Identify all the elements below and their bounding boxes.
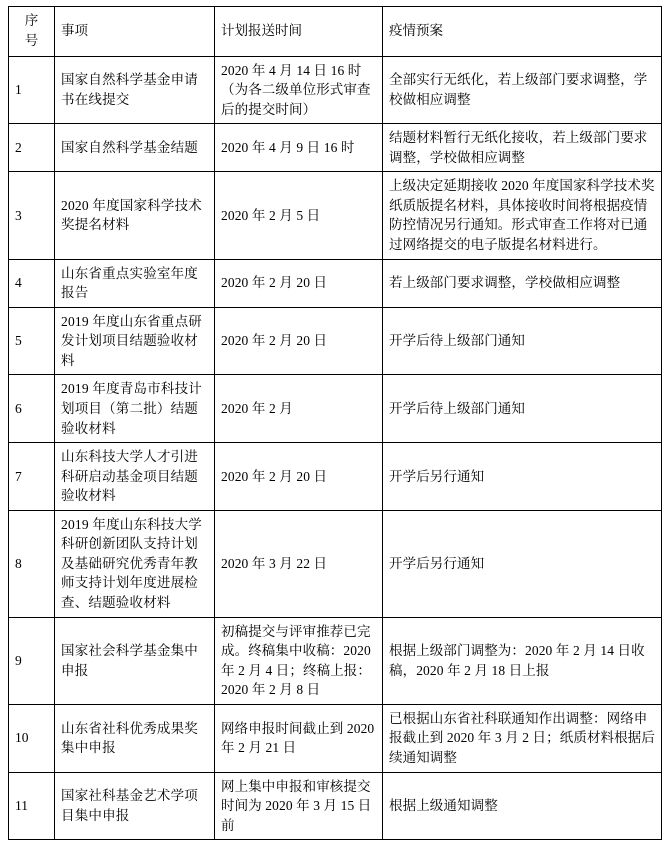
cell-plan: 开学后待上级部门通知 bbox=[383, 375, 662, 443]
cell-time: 初稿提交与评审推荐已完成。终稿集中收稿：2020 年 2 月 4 日；终稿上报：2020 年 2 月 8 日 bbox=[215, 617, 383, 704]
column-header-no-line2: 号 bbox=[24, 33, 39, 49]
cell-item: 国家自然科学基金结题 bbox=[55, 124, 215, 172]
cell-no: 8 bbox=[9, 510, 55, 617]
cell-item: 2019 年度青岛市科技计划项目（第二批）结题验收材料 bbox=[55, 375, 215, 443]
cell-item: 国家社科基金艺术学项目集中申报 bbox=[55, 772, 215, 840]
table-row bbox=[9, 704, 662, 772]
cell-plan: 开学后另行通知 bbox=[383, 443, 662, 511]
table-row bbox=[9, 124, 662, 172]
column-header-no bbox=[9, 7, 55, 57]
column-header-item: 事项 bbox=[55, 7, 215, 57]
cell-plan: 若上级部门要求调整，学校做相应调整 bbox=[383, 259, 662, 307]
cell-no: 6 bbox=[9, 375, 55, 443]
cell-no: 7 bbox=[9, 443, 55, 511]
table-row bbox=[9, 375, 662, 443]
cell-no: 4 bbox=[9, 259, 55, 307]
cell-plan: 已根据山东省社科联通知作出调整：网络申报截止到 2020 年 3 月 2 日；纸质材料根据后续通知调整 bbox=[383, 704, 662, 772]
table-row bbox=[9, 172, 662, 259]
table-row bbox=[9, 443, 662, 511]
cell-time: 网上集中申报和审核提交时间为 2020 年 3 月 15 日前 bbox=[215, 772, 383, 840]
cell-plan: 根据上级部门调整为：2020 年 2 月 14 日收稿，2020 年 2 月 18 日上报 bbox=[383, 617, 662, 704]
cell-time: 2020 年 3 月 22 日 bbox=[215, 510, 383, 617]
cell-time: 网络申报时间截止到 2020 年 2 月 21 日 bbox=[215, 704, 383, 772]
cell-time: 2020 年 2 月 5 日 bbox=[215, 172, 383, 259]
cell-plan: 结题材料暂行无纸化接收，若上级部门要求调整，学校做相应调整 bbox=[383, 124, 662, 172]
table-body bbox=[9, 56, 662, 840]
cell-time: 2020 年 4 月 9 日 16 时 bbox=[215, 124, 383, 172]
cell-item: 山东省重点实验室年度报告 bbox=[55, 259, 215, 307]
cell-no: 3 bbox=[9, 172, 55, 259]
table-row bbox=[9, 617, 662, 704]
cell-time: 2020 年 2 月 20 日 bbox=[215, 443, 383, 511]
table-row bbox=[9, 56, 662, 124]
cell-no: 11 bbox=[9, 772, 55, 840]
column-header-time: 计划报送时间 bbox=[215, 7, 383, 57]
cell-item: 山东省社科优秀成果奖集中申报 bbox=[55, 704, 215, 772]
table-row bbox=[9, 772, 662, 840]
schedule-table bbox=[8, 6, 662, 840]
cell-plan: 开学后另行通知 bbox=[383, 510, 662, 617]
table-header bbox=[9, 7, 662, 57]
cell-plan: 全部实行无纸化，若上级部门要求调整，学校做相应调整 bbox=[383, 56, 662, 124]
cell-no: 9 bbox=[9, 617, 55, 704]
cell-no: 5 bbox=[9, 307, 55, 375]
table-row bbox=[9, 259, 662, 307]
table-row bbox=[9, 307, 662, 375]
cell-no: 2 bbox=[9, 124, 55, 172]
cell-no: 10 bbox=[9, 704, 55, 772]
cell-item: 2020 年度国家科学技术奖提名材料 bbox=[55, 172, 215, 259]
cell-no: 1 bbox=[9, 56, 55, 124]
cell-time: 2020 年 4 月 14 日 16 时（为各二级单位形式审查后的提交时间） bbox=[215, 56, 383, 124]
cell-item: 国家社会科学基金集中申报 bbox=[55, 617, 215, 704]
cell-plan: 上级决定延期接收 2020 年度国家科学技术奖纸质版提名材料，具体接收时间将根据疫情防控情况另行通知。形式审查工作将对已通过网络提交的电子版提名材料进行。 bbox=[383, 172, 662, 259]
cell-time: 2020 年 2 月 bbox=[215, 375, 383, 443]
column-header-plan: 疫情预案 bbox=[383, 7, 662, 57]
cell-plan: 根据上级通知调整 bbox=[383, 772, 662, 840]
cell-item: 2019 年度山东省重点研发计划项目结题验收材料 bbox=[55, 307, 215, 375]
table-header-row bbox=[9, 7, 662, 57]
cell-plan: 开学后待上级部门通知 bbox=[383, 307, 662, 375]
table-row bbox=[9, 510, 662, 617]
cell-item: 2019 年度山东科技大学科研创新团队支持计划及基础研究优秀青年教师支持计划年度进展检查、结题验收材料 bbox=[55, 510, 215, 617]
cell-item: 国家自然科学基金申请书在线提交 bbox=[55, 56, 215, 124]
cell-item: 山东科技大学人才引进科研启动基金项目结题验收材料 bbox=[55, 443, 215, 511]
cell-time: 2020 年 2 月 20 日 bbox=[215, 259, 383, 307]
column-header-no-line1: 序 bbox=[24, 13, 39, 28]
cell-time: 2020 年 2 月 20 日 bbox=[215, 307, 383, 375]
